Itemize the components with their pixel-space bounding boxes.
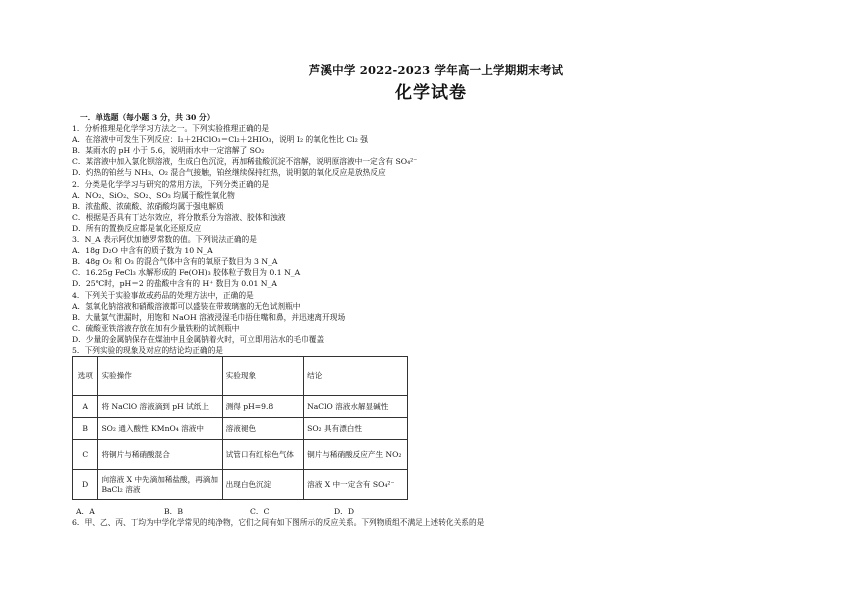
q3-stem: 3．N_A 表示阿伏加德罗常数的值。下列说法正确的是 — [72, 235, 257, 245]
q2-option-a: A．NO₂、SiO₂、SO₂、SO₃ 均属于酸性氧化物 — [72, 190, 235, 200]
q6-stem: 6．甲、乙、丙、丁均为中学化学常见的纯净物，它们之间有如下图所示的反应关系。下列物质组不满足上述转化关系的是 — [72, 518, 485, 528]
q2-option-d: D．所有的置换反应都是氧化还原反应 — [72, 223, 202, 233]
q1-option-d: D．灼热的铂丝与 NH₃、O₂ 混合气接触，铂丝继续保持红热，说明氨的氧化反应是放热反应 — [72, 168, 386, 178]
q4-stem: 4．下列关于实验事故或药品的处理方法中，正确的是 — [72, 290, 254, 300]
table-row — [73, 396, 408, 418]
table-cell: 测得 pH=9.8 — [222, 396, 303, 418]
q4-option-d: D．少量的金属钠保存在煤油中且金属钠着火时，可立即用沾水的毛巾覆盖 — [72, 334, 325, 344]
table-cell: NaClO 溶液水解显碱性 — [304, 396, 408, 418]
q5-table — [72, 356, 408, 500]
table-cell: 将铜片与稀硝酸混合 — [98, 440, 222, 470]
q3-option-d: D．25℃时，pH＝2 的盐酸中含有的 H⁺ 数目为 0.01 N_A — [72, 279, 277, 289]
q1-stem: 1．分析推理是化学学习方法之一。下列实验推理正确的是 — [72, 124, 270, 134]
table-row — [73, 418, 408, 440]
q2-option-b: B．浓盐酸、浓硫酸、浓硝酸均属于强电解质 — [72, 201, 224, 211]
table-cell: SO₂ 具有漂白性 — [304, 418, 408, 440]
table-cell: 将 NaClO 溶液滴到 pH 试纸上 — [98, 396, 222, 418]
section-heading: 一．单选题（每小题 3 分，共 30 分） — [80, 113, 215, 122]
q5-stem: 5．下列实验的现象及对应的结论均正确的是 — [72, 345, 223, 355]
table-cell: 溶液褪色 — [222, 418, 303, 440]
q5-option-d: D．D — [334, 507, 355, 517]
table-cell: D — [73, 470, 98, 500]
q1-option-b: B．某雨水的 pH 小于 5.6，说明雨水中一定溶解了 SO₂ — [72, 146, 265, 156]
q2-option-c: C．根据是否具有丁达尔效应，将分散系分为溶液、胶体和浊液 — [72, 212, 286, 222]
exam-title: 芦溪中学 2022-2023 学年高一上学期期末考试 — [308, 63, 564, 77]
q5-options — [72, 506, 592, 517]
table-cell: A — [73, 396, 98, 418]
table-header-row — [73, 357, 408, 396]
q5-option-b: B．B — [164, 507, 183, 517]
q5-option-c: C．C — [250, 507, 270, 517]
table-row — [73, 470, 408, 500]
table-header-cell: 实验现象 — [222, 357, 303, 396]
table-cell: 出现白色沉淀 — [222, 470, 303, 500]
table-header-cell: 结论 — [304, 357, 408, 396]
q4-option-c: C．硫酸亚铁溶液存放在加有少量铁粉的试剂瓶中 — [72, 323, 240, 333]
table-cell: SO₂ 通入酸性 KMnO₄ 溶液中 — [98, 418, 222, 440]
q3-option-b: B．48g O₂ 和 O₃ 的混合气体中含有的氧原子数目为 3 N_A — [72, 257, 278, 267]
table-cell: C — [73, 440, 98, 470]
table-cell: 溶液 X 中一定含有 SO₄²⁻ — [304, 470, 408, 500]
q3-option-c: C．16.25g FeCl₃ 水解形成的 Fe(OH)₃ 胶体粒子数目为 0.1 N_A — [72, 268, 301, 278]
q2-stem: 2．分类是化学学习与研究的常用方法，下列分类正确的是 — [72, 179, 270, 189]
table-header-cell: 实验操作 — [98, 357, 222, 396]
table-cell: B — [73, 418, 98, 440]
q5-option-a: A．A — [76, 507, 95, 517]
table-cell: 铜片与稀硝酸反应产生 NO₂ — [304, 440, 408, 470]
table-header-cell: 选项 — [73, 357, 98, 396]
table-cell: 向溶液 X 中先滴加稀盐酸，再滴加 BaCl₂ 溶液 — [98, 470, 222, 500]
table-row — [73, 440, 408, 470]
q1-option-a: A．在溶液中可发生下列反应：I₂＋2HClO₃＝Cl₂＋2HIO₃，说明 I₂ 的氧化性比 Cl₂ 强 — [72, 135, 368, 145]
q4-option-a: A．氢氧化钠溶液和硝酸溶液都可以盛装在带玻璃塞的无色试剂瓶中 — [72, 301, 301, 311]
q1-option-c: C．某溶液中加入氯化钡溶液，生成白色沉淀，再加稀盐酸沉淀不溶解，说明原溶液中一定含有 SO₄²⁻ — [72, 157, 418, 167]
q4-option-b: B．大量氯气泄漏时，用饱和 NaOH 溶液浸湿毛巾捂住嘴和鼻，并迅速离开现场 — [72, 312, 346, 322]
subject-title: 化学试卷 — [395, 83, 467, 103]
question-body — [72, 112, 592, 528]
table-cell: 试管口有红棕色气体 — [222, 440, 303, 470]
q3-option-a: A．18g D₂O 中含有的质子数为 10 N_A — [72, 246, 213, 256]
